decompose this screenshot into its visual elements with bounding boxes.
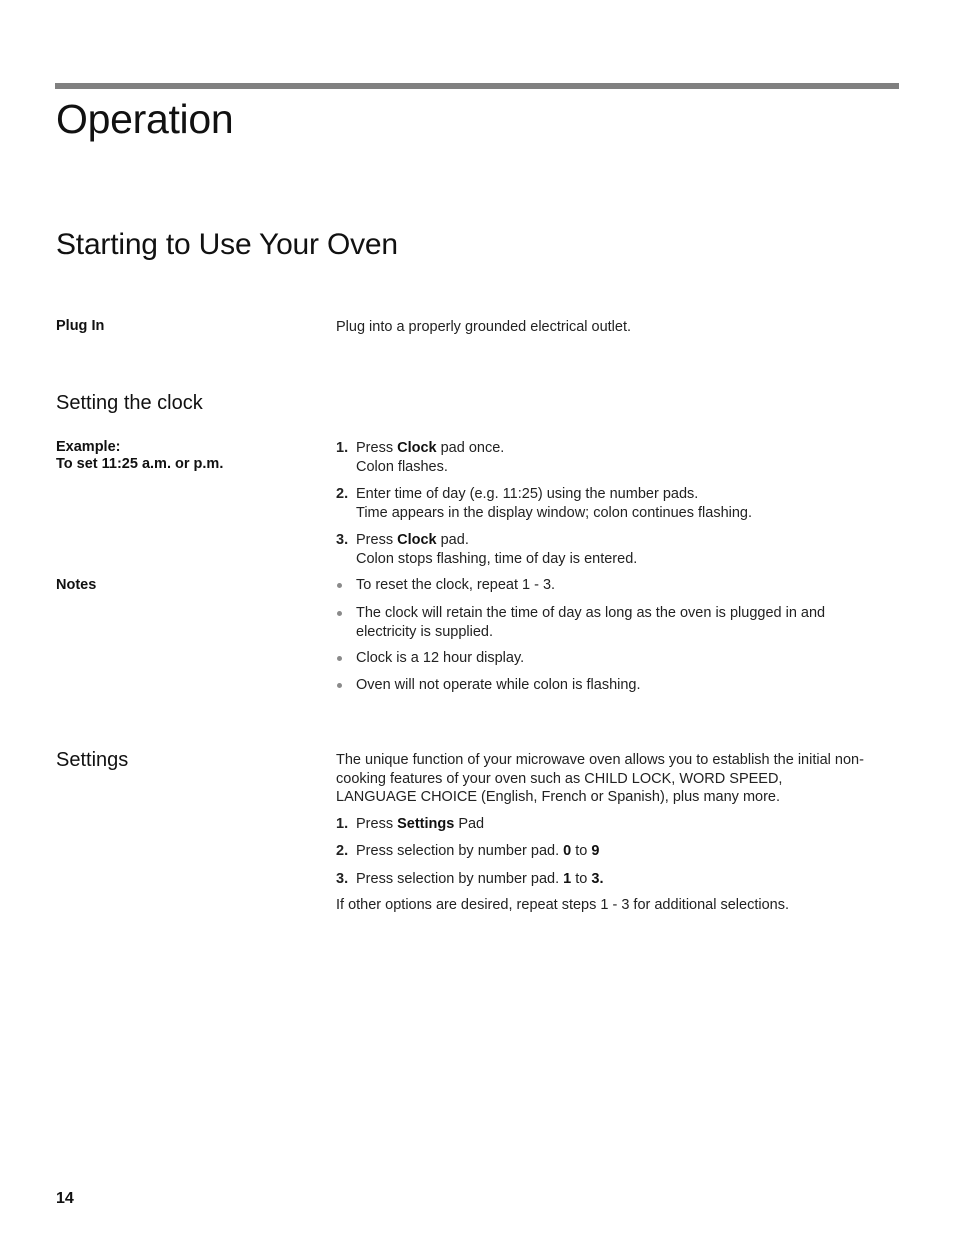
page-title: Operation (56, 96, 234, 142)
settings-step-3: 3. Press selection by number pad. 1 to 3. (336, 871, 604, 887)
bullet-icon (337, 583, 342, 588)
section-title: Starting to Use Your Oven (56, 228, 398, 261)
settings-heading: Settings (56, 749, 129, 771)
notes-label: Notes (56, 577, 97, 593)
note-item: Clock is a 12 hour display. (336, 649, 876, 668)
settings-footer: If other options are desired, repeat steps 1 - 3 for additional selections. (336, 897, 789, 913)
step-number: 3. (336, 532, 349, 548)
top-rule (55, 83, 899, 89)
step-number: 2. (336, 486, 349, 502)
step-number: 2. (336, 843, 349, 859)
plug-in-text: Plug into a properly grounded electrical outlet. (336, 319, 632, 335)
clock-step-2: 2. Enter time of day (e.g. 11:25) using the number pads. Time appears in the display window; colon continues flashing. (336, 486, 753, 521)
example-label: Example: (56, 439, 121, 455)
clock-step-1: 1. Press Clock pad once. Colon flashes. (336, 440, 505, 475)
bullet-icon (337, 683, 342, 688)
bullet-icon (337, 611, 342, 616)
clock-heading: Setting the clock (56, 392, 203, 414)
clock-step-3: 3. Press Clock pad. Colon stops flashing, time of day is entered. (336, 532, 638, 567)
note-item: The clock will retain the time of day as long as the oven is plugged in and electricity is supplied. (336, 604, 876, 641)
step-number: 1. (336, 816, 349, 832)
example-subtitle: To set 11:25 a.m. or p.m. (56, 456, 224, 472)
step-number: 1. (336, 440, 349, 456)
settings-intro: The unique function of your microwave oven allows you to establish the initial non-cooking features of your oven such as CHILD LOCK, WORD SPEED, LANGUAGE CHOICE (English, French or Spanish), plus many more. (336, 752, 864, 805)
page-number: 14 (56, 1190, 74, 1207)
settings-step-1: 1. Press Settings Pad (336, 816, 485, 832)
settings-step-2: 2. Press selection by number pad. 0 to 9 (336, 843, 600, 859)
bullet-icon (337, 656, 342, 661)
plug-in-label: Plug In (56, 318, 105, 334)
note-item: Oven will not operate while colon is flashing. (336, 676, 876, 695)
note-item: To reset the clock, repeat 1 - 3. (336, 576, 876, 595)
step-number: 3. (336, 871, 349, 887)
